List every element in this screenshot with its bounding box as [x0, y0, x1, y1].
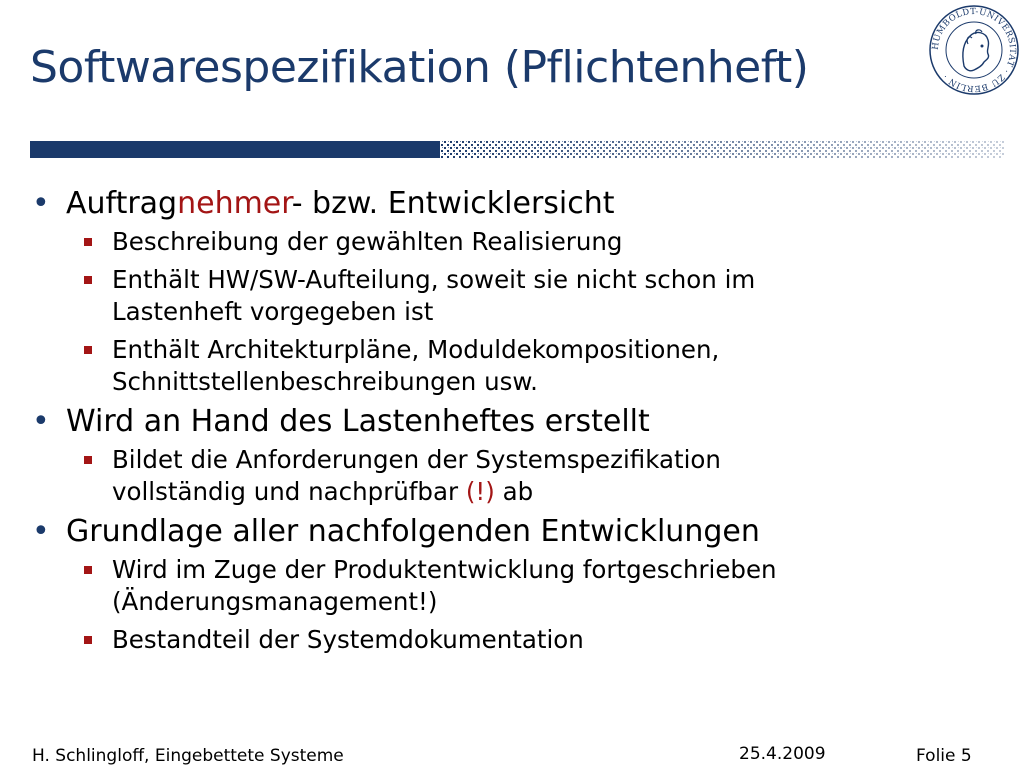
square-bullet-icon: [84, 238, 92, 246]
bullet-dot-icon: •: [32, 186, 50, 221]
sub-bullet-accent: (!): [465, 477, 495, 506]
bullet-1: [32, 186, 992, 222]
sub-bullet-text: Bildet die Anforderungen der Systemspezifikation: [112, 445, 721, 474]
slide-title: Softwarespezifikation (Pflichtenheft): [30, 42, 809, 93]
university-seal-logo: [928, 4, 1020, 96]
bullet-2-text: Wird an Hand des Lastenheftes erstellt: [66, 404, 650, 439]
square-bullet-icon: [84, 636, 92, 644]
footer-page-number: Folie 5: [916, 746, 972, 766]
square-bullet-icon: [84, 456, 92, 464]
svg-text:HUMBOLDT-UNIVERSITÄT · ZU BERL: HUMBOLDT-UNIVERSITÄT · ZU BERLIN ·: [930, 6, 1018, 94]
bullet-1-text-end: - bzw. Entwicklersicht: [291, 186, 615, 221]
sub-bullet-text-cont: [112, 476, 992, 508]
footer-author: H. Schlingloff, Eingebettete Systeme: [32, 746, 344, 766]
sub-bullet-3-1: [32, 554, 992, 618]
footer-date: 25.4.2009: [739, 744, 826, 764]
sub-bullet-2-1: [32, 444, 992, 508]
square-bullet-icon: [84, 276, 92, 284]
title-underline-bar: [30, 141, 1005, 158]
bullet-3: [32, 514, 992, 550]
sub-bullet-text-part: ab: [494, 477, 534, 506]
square-bullet-icon: [84, 346, 92, 354]
sub-bullet-1-2: [32, 264, 992, 328]
bullet-1-accent: nehmer: [177, 186, 292, 221]
slide-content: [32, 186, 992, 662]
sub-bullet-text-part: vollständig und nachprüfbar: [112, 477, 466, 506]
sub-bullet-1-3: [32, 334, 992, 398]
sub-bullet-text: Bestandteil der Systemdokumentation: [112, 625, 584, 654]
sub-bullet-text-cont: (Änderungsmanagement!): [112, 587, 438, 616]
sub-bullet-1-1: [32, 226, 992, 258]
bullet-2: [32, 404, 992, 440]
sub-bullet-text: Enthält Architekturpläne, Moduldekompositionen,: [112, 335, 720, 364]
sub-bullet-text-cont: Schnittstellenbeschreibungen usw.: [112, 367, 538, 396]
bullet-dot-icon: •: [32, 514, 50, 549]
sub-bullet-text: Enthält HW/SW-Aufteilung, soweit sie nicht schon im: [112, 265, 756, 294]
square-bullet-icon: [84, 566, 92, 574]
bullet-dot-icon: •: [32, 404, 50, 439]
sub-bullet-text: Wird im Zuge der Produktentwicklung fortgeschrieben: [112, 555, 777, 584]
bullet-3-text: Grundlage aller nachfolgenden Entwicklungen: [66, 514, 760, 549]
sub-bullet-text-cont: Lastenheft vorgegeben ist: [112, 297, 434, 326]
bullet-1-text: Auftrag: [66, 186, 178, 221]
sub-bullet-text: Beschreibung der gewählten Realisierung: [112, 227, 623, 256]
sub-bullet-3-2: [32, 624, 992, 656]
